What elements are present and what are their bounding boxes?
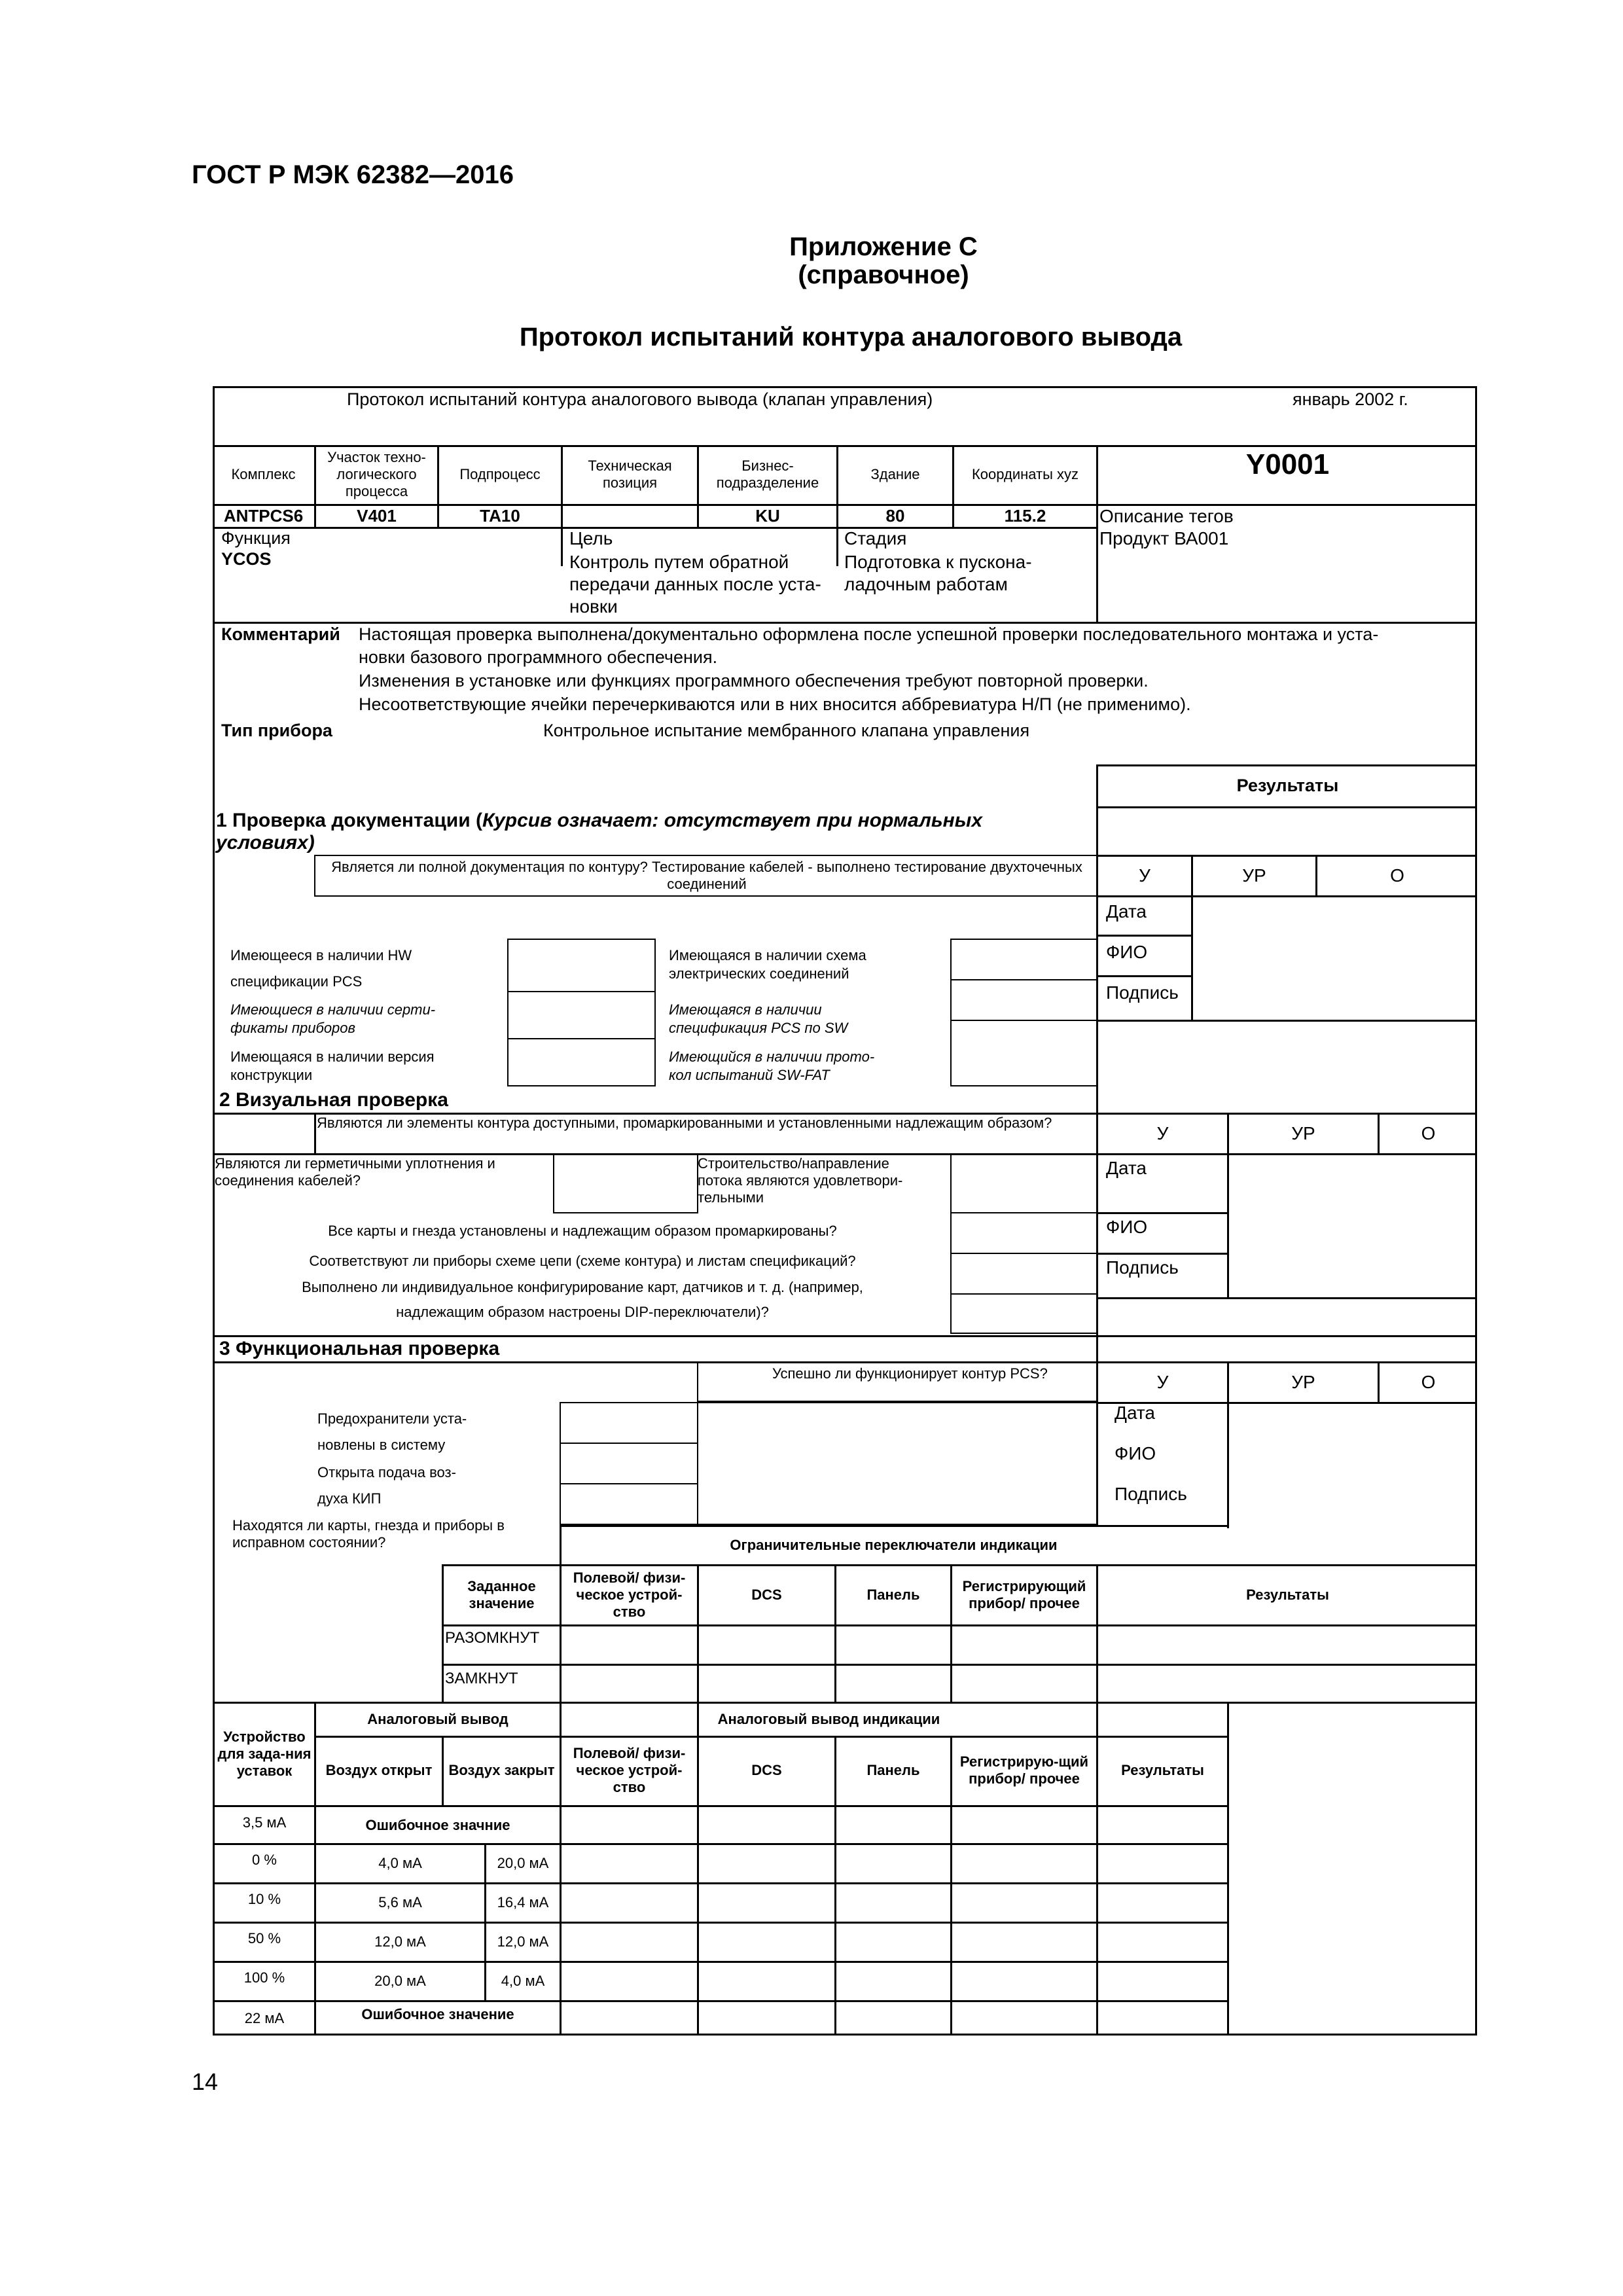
val-complex: ANTPCS6: [223, 506, 304, 526]
col-field-device: Полевой/ физи-ческое устрой-ство: [573, 1570, 686, 1620]
s1-check-wiring[interactable]: [950, 939, 1097, 980]
s2-result-o: О: [1421, 1123, 1436, 1143]
s1-check-version[interactable]: [507, 1038, 656, 1086]
row-b-3: 16,4 мА: [497, 1894, 549, 1910]
s3-check-2[interactable]: [560, 1443, 698, 1484]
row-a-5: 20,0 мА: [374, 1973, 426, 1989]
s1-item-hw: Имеющееся в наличии HW: [230, 947, 412, 963]
row-sp-3: 10 %: [247, 1891, 281, 1907]
s2-result-u: У: [1156, 1123, 1169, 1143]
s2-check-cards[interactable]: [950, 1212, 1097, 1254]
s1-item-version: Имеющаяся в наличии версия: [230, 1049, 435, 1065]
row-err-6: Ошибочное значение: [361, 2006, 514, 2022]
s1-check-fat[interactable]: [950, 1020, 1097, 1086]
row-b-5: 4,0 мА: [501, 1973, 545, 1989]
s3-item-air: Открыта подача воз-: [317, 1464, 456, 1480]
goal-label: Цель: [569, 528, 613, 548]
product: Продукт ВА001: [1099, 528, 1229, 548]
function-value: YCOS: [221, 549, 272, 569]
col-complex: Комплекс: [231, 466, 296, 482]
val-building: 80: [885, 506, 905, 526]
col-business: Бизнес-подразделение: [716, 457, 819, 491]
s1-check-sw-spec[interactable]: [950, 979, 1097, 1021]
device-type-value: Контрольное испытание мембранного клапана управления: [543, 721, 1030, 740]
col-set-value: Заданное значение: [467, 1578, 536, 1611]
col-setpoint-device: Устройство для зада-ния уставок: [217, 1729, 312, 1779]
row-sp-4: 50 %: [247, 1930, 281, 1946]
val-xyz: 115.2: [1004, 506, 1046, 526]
s2-check-seals[interactable]: [553, 1153, 698, 1213]
form-date: январь 2002 г.: [1293, 389, 1408, 409]
function-label: Функция: [221, 528, 291, 548]
stage-label: Стадия: [844, 528, 907, 548]
s3-check-1[interactable]: [560, 1402, 698, 1444]
s2-q1: Являются ли элементы контура доступными, промаркированными и установленными надлежащим образом?: [317, 1115, 1052, 1131]
row-a-4: 12,0 мА: [374, 1933, 426, 1950]
s3-title: 3 Функциональная проверка: [219, 1338, 500, 1359]
s2-title: 2 Визуальная проверка: [219, 1089, 448, 1111]
s3-sign-date: Дата: [1115, 1403, 1156, 1423]
s1-item-fat: Имеющийся в наличии прото-: [669, 1049, 875, 1065]
col-air-open: Воздух открыт: [325, 1762, 433, 1778]
col-ao-recorder: Регистрирую-щий прибор/ прочее: [959, 1753, 1089, 1787]
s1-check-hw[interactable]: [507, 939, 656, 992]
s3-sign-name: ФИО: [1115, 1443, 1156, 1463]
s2-check-flow[interactable]: [950, 1153, 1097, 1213]
col-ao-panel: Панель: [866, 1762, 920, 1778]
s2-q2: Являются ли герметичными уплотнения и соединения кабелей?: [215, 1155, 495, 1189]
s1-item-wiring-cont: электрических соединений: [669, 965, 849, 982]
state-open: РАЗОМКНУТ: [445, 1629, 540, 1647]
s3-q1: Успешно ли функционирует контур PCS?: [772, 1365, 1048, 1382]
col-analog-output: Аналоговый вывод: [367, 1711, 508, 1727]
s1-item-version-cont: конструкции: [230, 1067, 313, 1083]
annex-heading: Протокол испытаний контура аналогового вывода: [519, 323, 1183, 351]
row-sp-5: 100 %: [243, 1969, 285, 1986]
s1-item-wiring: Имеющаяся в наличии схема: [669, 947, 866, 963]
s1-result-o: О: [1390, 865, 1404, 886]
col-subprocess: Подпроцесс: [459, 466, 541, 482]
annex-title: Приложение С: [789, 232, 978, 261]
col-ao-field-device: Полевой/ физи-ческое устрой-ство: [573, 1745, 686, 1795]
s3-item-air-cont: духа КИП: [317, 1490, 382, 1507]
col-analog-output-ind: Аналоговый вывод индикации: [717, 1711, 940, 1727]
col-building: Здание: [870, 466, 920, 482]
col-area: Участок техно-логического процесса: [327, 449, 426, 499]
s2-result-ur: УР: [1291, 1123, 1315, 1143]
col-results: Результаты: [1246, 1587, 1329, 1603]
goal-value: Контроль путем обратной передачи данных после уста-новки: [569, 552, 821, 617]
stage-value: Подготовка к пускона-ладочным работам: [844, 552, 1032, 594]
s1-item-sw-spec: Имеющаяся в наличии: [669, 1001, 822, 1018]
s2-check-devices[interactable]: [950, 1253, 1097, 1295]
s3-sign-signature: Подпись: [1115, 1484, 1187, 1504]
val-business: KU: [755, 506, 780, 526]
s3-check-3[interactable]: [560, 1483, 698, 1525]
row-err-1: Ошибочное значние: [365, 1817, 510, 1833]
col-xyz: Координаты xyz: [971, 466, 1079, 482]
form-title: Протокол испытаний контура аналогового вывода (клапан управления): [347, 389, 933, 409]
s1-check-cert[interactable]: [507, 991, 656, 1039]
s2-sign-date: Дата: [1106, 1158, 1147, 1178]
s2-q4: Все карты и гнезда установлены и надлежащим образом промаркированы?: [328, 1223, 837, 1239]
s2-q5: Соответствуют ли приборы схеме цепи (схеме контура) и листам спецификаций?: [309, 1253, 856, 1269]
tag-description: Описание тегов: [1099, 506, 1234, 526]
s1-result-ur: УР: [1242, 865, 1266, 886]
comment-line-2: новки базового программного обеспечения.: [359, 647, 718, 667]
device-type-label: Тип прибора: [221, 721, 332, 740]
s1-title: 1 Проверка документации (Курсив означает: отсутствует при нормальных: [216, 810, 983, 831]
comment-line-4: Несоответствующие ячейки перечеркиваются или в них вносится аббревиатура Н/П (не применимо).: [359, 694, 1191, 714]
s3-notes-box: [697, 1402, 1097, 1525]
comment-label: Комментарий: [221, 624, 340, 644]
s2-check-config[interactable]: [950, 1293, 1097, 1334]
s1-result-u: У: [1139, 865, 1150, 886]
s2-sign-name: ФИО: [1106, 1217, 1148, 1237]
row-sp-1: 3,5 мА: [242, 1814, 287, 1831]
results-title: Результаты: [1236, 775, 1339, 795]
comment-line-1: Настоящая проверка выполнена/документально оформлена после успешной проверки последовательного монтажа и уста-: [359, 624, 1379, 644]
row-sp-6: 22 мА: [244, 2010, 285, 2026]
s1-item-sw-spec-cont: спецификация PCS по SW: [669, 1020, 848, 1036]
s1-sign-name: ФИО: [1106, 942, 1148, 962]
col-ao-results: Результаты: [1121, 1762, 1204, 1778]
s2-q7: надлежащим образом настроены DIP-переключатели)?: [396, 1304, 769, 1320]
s2-sign-signature: Подпись: [1106, 1257, 1179, 1278]
col-dcs: DCS: [751, 1587, 782, 1603]
comment-line-3: Изменения в установке или функциях программного обеспечения требуют повторной проверки.: [359, 671, 1149, 691]
val-subprocess: TA10: [480, 506, 520, 526]
col-ao-dcs: DCS: [751, 1762, 782, 1778]
s3-item-fuses-cont: новлены в систему: [317, 1437, 446, 1453]
s3-item-fuses: Предохранители уста-: [317, 1410, 467, 1427]
s1-item-cert-cont: фикаты приборов: [230, 1020, 356, 1036]
s1-sign-signature: Подпись: [1106, 982, 1179, 1003]
limits-title: Ограничительные переключатели индикации: [730, 1537, 1058, 1553]
s3-result-u: У: [1156, 1372, 1169, 1392]
s2-q6: Выполнено ли индивидуальное конфигурирование карт, датчиков и т. д. (например,: [302, 1279, 863, 1295]
row-b-4: 12,0 мА: [497, 1933, 549, 1950]
col-panel: Панель: [866, 1587, 920, 1603]
state-closed: ЗАМКНУТ: [445, 1670, 518, 1687]
s3-result-o: О: [1421, 1372, 1436, 1392]
doc-code: ГОСТ Р МЭК 62382—2016: [192, 160, 514, 189]
annex-status: (справочное): [798, 260, 969, 289]
row-b-2: 20,0 мА: [497, 1855, 549, 1871]
s1-item-cert: Имеющиеся в наличии серти-: [230, 1001, 436, 1018]
s3-result-ur: УР: [1291, 1372, 1315, 1392]
row-a-3: 5,6 мА: [378, 1894, 422, 1910]
s1-sign-date: Дата: [1106, 901, 1147, 922]
row-sp-2: 0 %: [252, 1852, 277, 1868]
form-id: Y0001: [1245, 448, 1330, 480]
col-air-closed: Воздух закрыт: [448, 1762, 555, 1778]
val-area: V401: [357, 506, 397, 526]
s1-title-cont: условиях): [216, 832, 315, 853]
page-number: 14: [192, 2068, 219, 2095]
s1-item-fat-cont: кол испытаний SW-FAT: [669, 1067, 830, 1083]
col-recorder: Регистрирующий прибор/ прочее: [962, 1578, 1086, 1611]
s2-q3: Строительство/направление потока являются удовлетвори-тельными: [698, 1155, 903, 1206]
s1-item-hw-cont: спецификации PCS: [230, 973, 363, 990]
s3-q2: Находятся ли карты, гнезда и приборы в исправном состоянии?: [232, 1517, 505, 1551]
col-tech-position: Техническая позиция: [588, 457, 672, 491]
row-a-2: 4,0 мА: [378, 1855, 422, 1871]
s1-question: Является ли полной документация по контуру? Тестирование кабелей - выполнено тестирование двухточечных соединений: [331, 859, 1082, 892]
